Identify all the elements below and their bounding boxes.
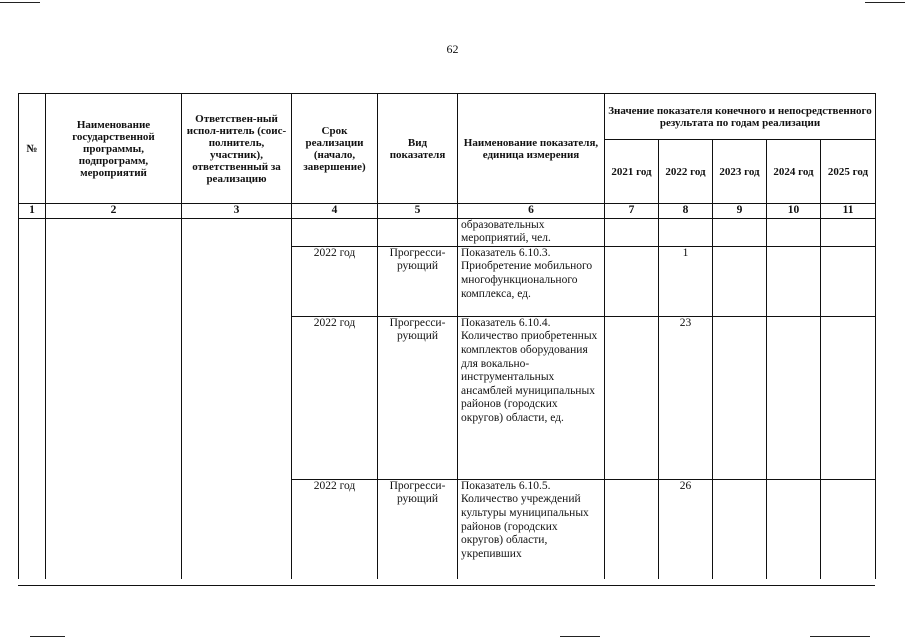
cell-indicator: Показатель 6.10.5. Количество учреждений культуры муниципальных районов (городских округов) области, укрепивших bbox=[458, 479, 605, 579]
colnum-8: 8 bbox=[659, 204, 713, 219]
colnum-2: 2 bbox=[46, 204, 182, 219]
header-program: Наименование государственной программы, подпрограмм, мероприятий bbox=[46, 94, 182, 204]
header-term: Срок реализации (начало, завершение) bbox=[292, 94, 378, 204]
colnum-3: 3 bbox=[182, 204, 292, 219]
cell-2021 bbox=[605, 246, 659, 316]
cell-indicator: образовательных мероприятий, чел. bbox=[458, 218, 605, 246]
header-responsible: Ответствен-ный испол-нитель (соис-полнитель, участник), ответственный за реализацию bbox=[182, 94, 292, 204]
cell-2023 bbox=[713, 316, 767, 479]
scan-artifact-top-left bbox=[0, 2, 40, 3]
cell-2021 bbox=[605, 479, 659, 579]
table-row bbox=[19, 218, 876, 246]
cell-2022 bbox=[659, 218, 713, 246]
cell-term: 2022 год bbox=[292, 479, 378, 579]
colnum-5: 5 bbox=[378, 204, 458, 219]
table-bottom-edge bbox=[18, 585, 875, 586]
cell-type: Прогресси-рующий bbox=[378, 246, 458, 316]
cell-2023 bbox=[713, 246, 767, 316]
header-year-2024: 2024 год bbox=[767, 140, 821, 204]
cell-2022: 1 bbox=[659, 246, 713, 316]
colnum-11: 11 bbox=[821, 204, 876, 219]
cell-program bbox=[46, 218, 182, 579]
cell-2024 bbox=[767, 316, 821, 479]
scan-artifact-top-right bbox=[865, 2, 905, 3]
cell-2021 bbox=[605, 316, 659, 479]
cell-2022: 26 bbox=[659, 479, 713, 579]
header-year-2025: 2025 год bbox=[821, 140, 876, 204]
cell-type bbox=[378, 218, 458, 246]
page-number: 62 bbox=[446, 42, 459, 56]
cell-term: 2022 год bbox=[292, 316, 378, 479]
cell-2024 bbox=[767, 246, 821, 316]
cell-type: Прогресси-рующий bbox=[378, 479, 458, 579]
header-indicator: Наименование показателя, единица измерения bbox=[458, 94, 605, 204]
header-values-group: Значение показателя конечного и непосредственного результата по годам реализации bbox=[605, 94, 876, 140]
cell-2023 bbox=[713, 479, 767, 579]
cell-responsible bbox=[182, 218, 292, 579]
header-type: Вид показателя bbox=[378, 94, 458, 204]
colnum-1: 1 bbox=[19, 204, 46, 219]
indicator-table bbox=[18, 93, 876, 579]
header-year-2021: 2021 год bbox=[605, 140, 659, 204]
colnum-6: 6 bbox=[458, 204, 605, 219]
cell-indicator: Показатель 6.10.4. Количество приобретенных комплектов оборудования для вокально-инструментальных ансамблей муниципальных районов (городских округов) области, ед. bbox=[458, 316, 605, 479]
colnum-7: 7 bbox=[605, 204, 659, 219]
cell-2025 bbox=[821, 246, 876, 316]
cell-no bbox=[19, 218, 46, 579]
cell-2025 bbox=[821, 316, 876, 479]
cell-2022: 23 bbox=[659, 316, 713, 479]
colnum-4: 4 bbox=[292, 204, 378, 219]
cell-2024 bbox=[767, 479, 821, 579]
cell-2025 bbox=[821, 479, 876, 579]
cell-2025 bbox=[821, 218, 876, 246]
colnum-10: 10 bbox=[767, 204, 821, 219]
header-year-2023: 2023 год bbox=[713, 140, 767, 204]
scan-artifact-bottom-right bbox=[810, 636, 870, 637]
header-year-2022: 2022 год bbox=[659, 140, 713, 204]
column-number-row bbox=[19, 204, 876, 219]
cell-type: Прогресси-рующий bbox=[378, 316, 458, 479]
cell-2024 bbox=[767, 218, 821, 246]
header-no: № bbox=[19, 94, 46, 204]
cell-2021 bbox=[605, 218, 659, 246]
colnum-9: 9 bbox=[713, 204, 767, 219]
cell-term: 2022 год bbox=[292, 246, 378, 316]
scan-artifact-bottom-left bbox=[30, 636, 65, 637]
scan-artifact-bottom-mid bbox=[560, 636, 600, 637]
cell-term bbox=[292, 218, 378, 246]
cell-2023 bbox=[713, 218, 767, 246]
cell-indicator: Показатель 6.10.3. Приобретение мобильного многофункционального комплекса, ед. bbox=[458, 246, 605, 316]
